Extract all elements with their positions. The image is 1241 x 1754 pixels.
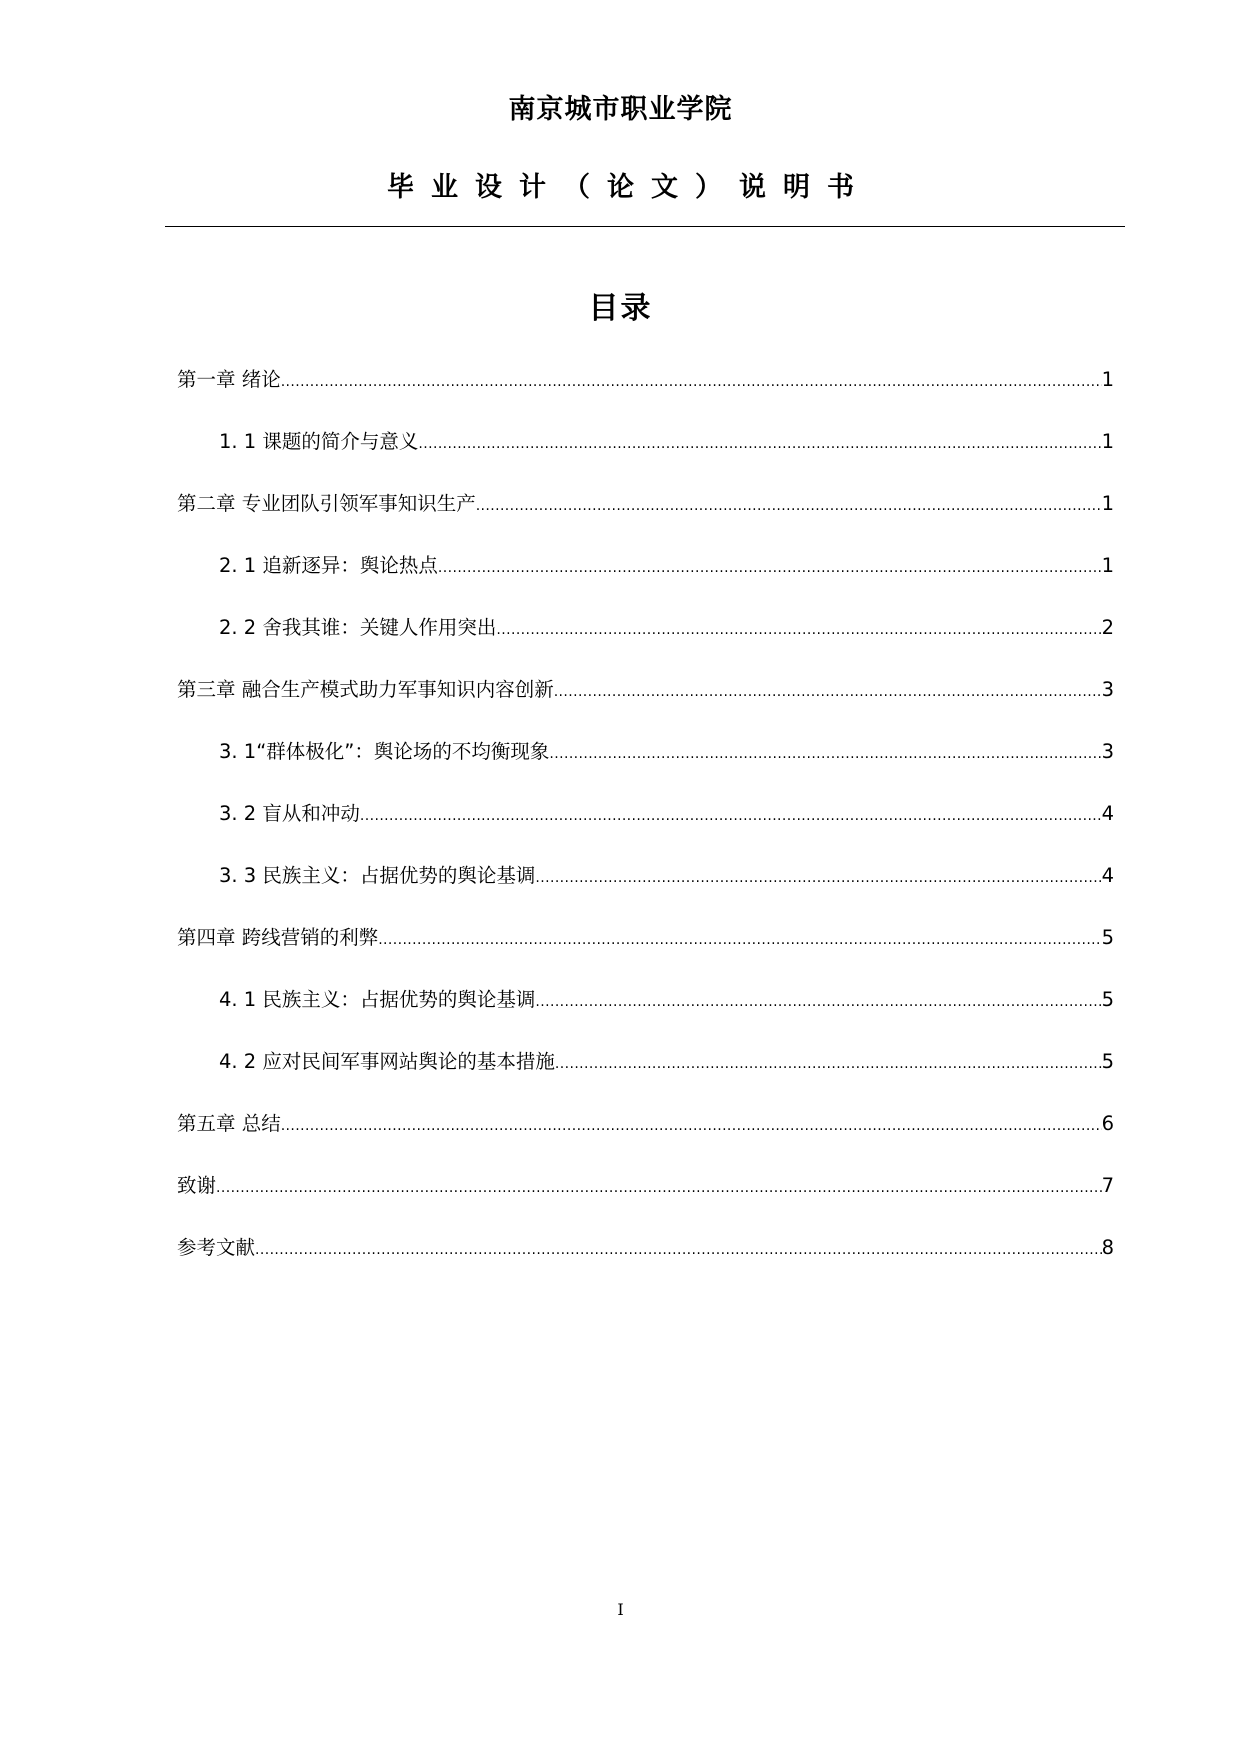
toc-dot-leader [535, 986, 1101, 1016]
toc-entry[interactable] [177, 1234, 1114, 1296]
toc-entry-page: 5 [1101, 926, 1114, 949]
toc-entry[interactable] [177, 676, 1114, 738]
toc-entry[interactable] [177, 1110, 1114, 1172]
toc-entry-page: 3 [1101, 740, 1114, 763]
toc-entry-label: 第四章 跨线营销的利弊 [177, 926, 379, 949]
toc-entry-label: 2. 1 追新逐异：舆论热点 [219, 554, 438, 577]
toc-entry-page: 8 [1101, 1236, 1114, 1259]
toc-dot-leader [378, 924, 1101, 954]
toc-dot-leader [549, 738, 1101, 768]
toc-entry-label: 3. 2 盲从和冲动 [219, 802, 360, 825]
toc-dot-leader [496, 614, 1101, 644]
toc-entry[interactable] [177, 1048, 1114, 1110]
toc-dot-leader [555, 1048, 1102, 1078]
toc-entry-page: 4 [1101, 864, 1114, 887]
toc-entry-label: 致谢 [177, 1174, 217, 1197]
toc-entry-label: 1. 1 课题的简介与意义 [219, 430, 419, 453]
toc-entry[interactable] [177, 1172, 1114, 1234]
toc-entry-label: 4. 1 民族主义：占据优势的舆论基调 [219, 988, 536, 1011]
toc-entry-label: 参考文献 [177, 1236, 256, 1259]
toc-entry-page: 1 [1101, 554, 1114, 577]
toc-entry-page: 1 [1101, 430, 1114, 453]
toc-entry-label: 第五章 总结 [177, 1112, 281, 1135]
school-name: 南京城市职业学院 [508, 94, 733, 125]
toc-entry[interactable] [177, 366, 1114, 428]
toc-entry-page: 1 [1101, 492, 1114, 515]
toc-entry-page: 2 [1101, 616, 1114, 639]
toc-dot-leader [360, 800, 1102, 830]
toc-heading: 目录 [588, 291, 653, 326]
toc-entry-page: 6 [1101, 1112, 1114, 1135]
toc-entry-page: 3 [1101, 678, 1114, 701]
toc-entry-label: 第一章 绪论 [177, 368, 281, 391]
toc-entry[interactable] [177, 738, 1114, 800]
toc-entry-label: 2. 2 舍我其谁：关键人作用突出 [219, 616, 497, 639]
toc-dot-leader [255, 1234, 1102, 1264]
toc-entry[interactable] [177, 428, 1114, 490]
toc-entry[interactable] [177, 800, 1114, 862]
toc-entry-label: 4. 2 应对民间军事网站舆论的基本措施 [219, 1050, 555, 1073]
toc-entry[interactable] [177, 986, 1114, 1048]
toc-dot-leader [438, 552, 1102, 582]
page-number: I [617, 1600, 624, 1619]
toc-entry-page: 1 [1101, 368, 1114, 391]
toc-entry[interactable] [177, 862, 1114, 924]
table-of-contents [177, 366, 1114, 1296]
toc-dot-leader [535, 862, 1101, 892]
toc-entry-label: 3. 3 民族主义：占据优势的舆论基调 [219, 864, 536, 887]
toc-entry-label: 3. 1“群体极化”：舆论场的不均衡现象 [219, 740, 550, 763]
toc-entry[interactable] [177, 614, 1114, 676]
header-divider [165, 226, 1125, 227]
document-title: 毕业设计（论文）说明书 [387, 172, 871, 203]
toc-dot-leader [216, 1172, 1102, 1202]
toc-entry-label: 第二章 专业团队引领军事知识生产 [177, 492, 476, 515]
toc-dot-leader [554, 676, 1102, 706]
toc-dot-leader [281, 1110, 1102, 1140]
toc-entry-page: 5 [1101, 1050, 1114, 1073]
toc-entry[interactable] [177, 924, 1114, 986]
toc-entry-label: 第三章 融合生产模式助力军事知识内容创新 [177, 678, 554, 701]
toc-entry[interactable] [177, 490, 1114, 552]
toc-entry-page: 7 [1101, 1174, 1114, 1197]
toc-entry[interactable] [177, 552, 1114, 614]
toc-entry-page: 4 [1101, 802, 1114, 825]
toc-dot-leader [476, 490, 1102, 520]
toc-entry-page: 5 [1101, 988, 1114, 1011]
toc-dot-leader [418, 428, 1101, 458]
toc-dot-leader [281, 366, 1102, 396]
